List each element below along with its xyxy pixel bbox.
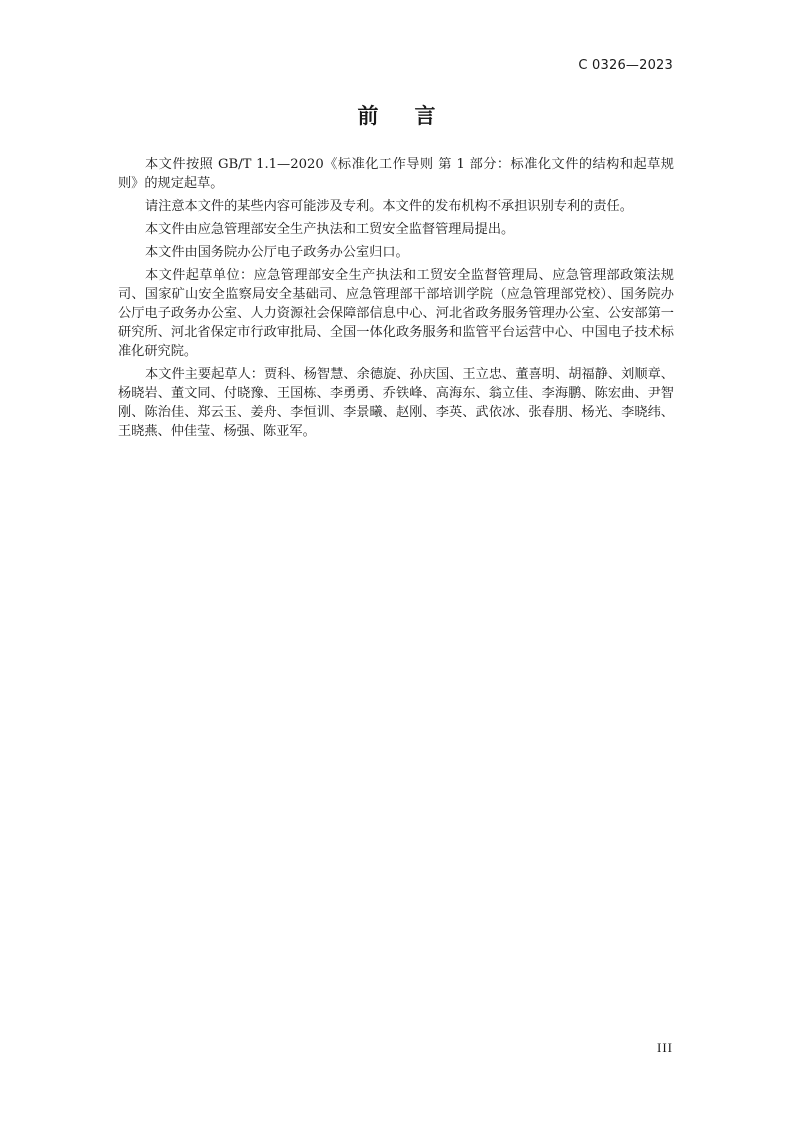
document-code: C 0326—2023: [578, 58, 673, 73]
paragraph-centralized-unit: 本文件由国务院办公厅电子政务办公室归口。: [145, 245, 409, 260]
paragraph-drafting-rules: 本文件按照 GB/T 1.1—2020《标准化工作导则 第 1 部分：标准化文件的结构和起草规则》的规定起草。: [118, 157, 674, 191]
paragraph-drafters: 本文件主要起草人：贾科、杨智慧、余德旋、孙庆国、王立忠、董喜明、胡福静、刘顺章、杨晓岩、董文同、付晓豫、王国栋、李勇勇、乔铁峰、高海东、翁立佳、李海鹏、陈宏曲、尹智刚、陈治佳、郑云玉、姜舟、李恒训、李景曦、赵刚、李英、武依冰、张春朋、杨光、李晓纬、王晓燕、仲佳莹、杨强、陈亚军。: [118, 367, 674, 439]
paragraph-proposer: 本文件由应急管理部安全生产执法和工贸安全监督管理局提出。: [145, 222, 515, 237]
paragraph-drafting-units: 本文件起草单位：应急管理部安全生产执法和工贸安全监督管理局、应急管理部政策法规司、国家矿山安全监察局安全基础司、应急管理部干部培训学院（应急管理部党校）、国务院办公厅电子政务办公室、人力资源社会保障部信息中心、河北省政务服务管理办公室、公安部第一研究所、河北省保定市行政审批局、全国一体化政务服务和监管平台运营中心、中国电子技术标准化研究院。: [118, 268, 674, 359]
page-number: III: [657, 1040, 673, 1055]
document-body: [118, 155, 674, 445]
paragraph-patent-notice: 请注意本文件的某些内容可能涉及专利。本文件的发布机构不承担识别专利的责任。: [145, 199, 633, 214]
page-title: 前言: [357, 104, 472, 128]
